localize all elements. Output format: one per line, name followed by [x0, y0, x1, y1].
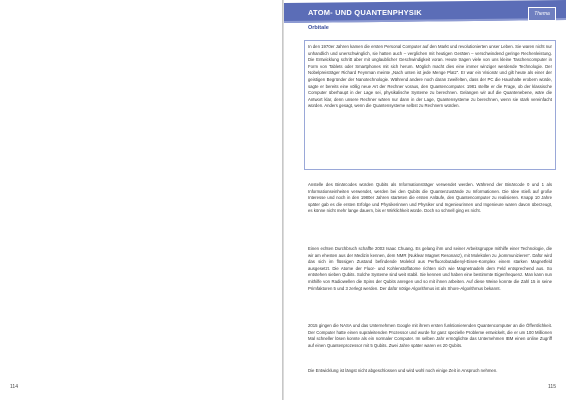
- section-subtitle: Orbitale: [308, 25, 329, 31]
- thema-tab: Thema: [528, 7, 556, 21]
- paragraph-2: Einen echten Durchbruch schaffte 2003 Isaac Chuang. Es gelang ihm und seiner Arbeitsgruppe mithilfe einer Technologie, die wir am ehesten aus der Medizin kennen, dem NMR (Nuklear Magnet Resonanz), mit Molekülen zu „kommunizieren“. Dafür wird das sich im flüssigen Zustand befindende Molekül aus Perfluorobutadienyl-Eisen-Komplex einem starken Magnetfeld ausgesetzt. Die Atome der Fluor- und Kohlenstoffatome richten sich wie Magnetnadeln dem Feld entsprechend aus. So entstehen sieben Qubits. Solche Systeme sind weit stabil. Sie kennen und haben eine bestimmte Eigenfrequenz. Man kann nun mithilfe von Radiowellen die Spins der Qubits anregen und so mit ihnen arbeiten. Auf diese Weise konnte die Zahl 15 in seine Primfaktoren 5 und 3 zerlegt werden. Der dafür nötige Algorithmus ist als Shore-Algorithmus bekannt.: [308, 246, 552, 291]
- right-page: [284, 0, 566, 400]
- chapter-title: ATOM- UND QUANTENPHYSIK: [308, 8, 422, 17]
- left-page: [0, 0, 282, 400]
- paragraph-4: Die Entwicklung ist längst nicht abgeschlossen und wird wohl noch einige Zeit in Anspruch nehmen.: [308, 368, 498, 373]
- intro-box-text: In den 1970er Jahren kamen die ersten Personal Computer auf den Markt und revolutionierten unser Leben. Sie waren nicht nur unhandlich und unerschwinglich, sie hatten auch – verglichen mit heutigen Geräten – verschwindend geringe Rechenleistung. Die Entwicklung schritt aber mit unglaublicher Geschwindigkeit voran. Heute tragen viele von uns kleine Taschencomputer in Form von Tablets oder Smartphones mit sich herum. Möglich macht dies eine immer winziger werdende Technologie. Der Nobelpreisträger Richard Feynman meinte „Nach unten ist jede Menge Platz“. Er war ein Visionär und gilt heute als einer der geistigen Begründer der Nanotechnologie. Während andere noch daran zweifelten, dass der PC die Haushalte erobern würde, sagte er bereits eine völlig neue Art der Rechner voraus, den Quantencomputer. 1981 stellte er die Frage, ob der klassische Computer überhaupt in der Lage sei, physikalische Systeme zu berechnen. Gelangen wir auf die Quantenebene, wäre die Antwort klar, denn unsere Rechner wären nur dann in der Lage, Quantensysteme zu berechnen, wenn sie stark vereinfacht würden. Anders gesagt, wenn die Quantensysteme selbst zu Rechnern würden.: [308, 44, 552, 109]
- paragraph-1: Anstelle des Binärcodes würden Qubits als Informationsträger verwendet werden. Während der Binärcode 0 und 1 als Informationseinheiten verwendet, werden bei den Qubits die Quantenzustände zu Informationen. Die Idee stieß auf große Interesse und noch in den 1980er Jahren starteten die ersten Anläufe, den Quantencomputer zu realisieren. Knapp 10 Jahre später gab es die ersten Erfolge und Physikerinnen und Physiker und Ingenieurinnen und Ingenieure waren davon überzeugt, es könne nicht mehr lange dauern, bis er Wirklichkeit würde. Doch so schnell ging es nicht.: [308, 182, 552, 214]
- paragraph-3: 2015 gingen die NASA und das Unternehmen Google mit ihrem ersten funktionierenden Quantencomputer an die Öffentlichkeit. Der Computer hatte einen supraleitenden Prozessor und wurde für ganz spezielle Probleme entwickelt, die er um 100 Millionen Mal schneller lösen konnte als ein normaler Computer. Im selben Jahr ermöglichte das Unternehmen IBM einen online Zugriff auf einen Quantenprozessor mit 5 Qubits. Zwei Jahre später waren es 20 Qubits.: [308, 323, 552, 348]
- left-page-number: 114: [10, 384, 18, 390]
- right-page-number: 115: [548, 384, 556, 390]
